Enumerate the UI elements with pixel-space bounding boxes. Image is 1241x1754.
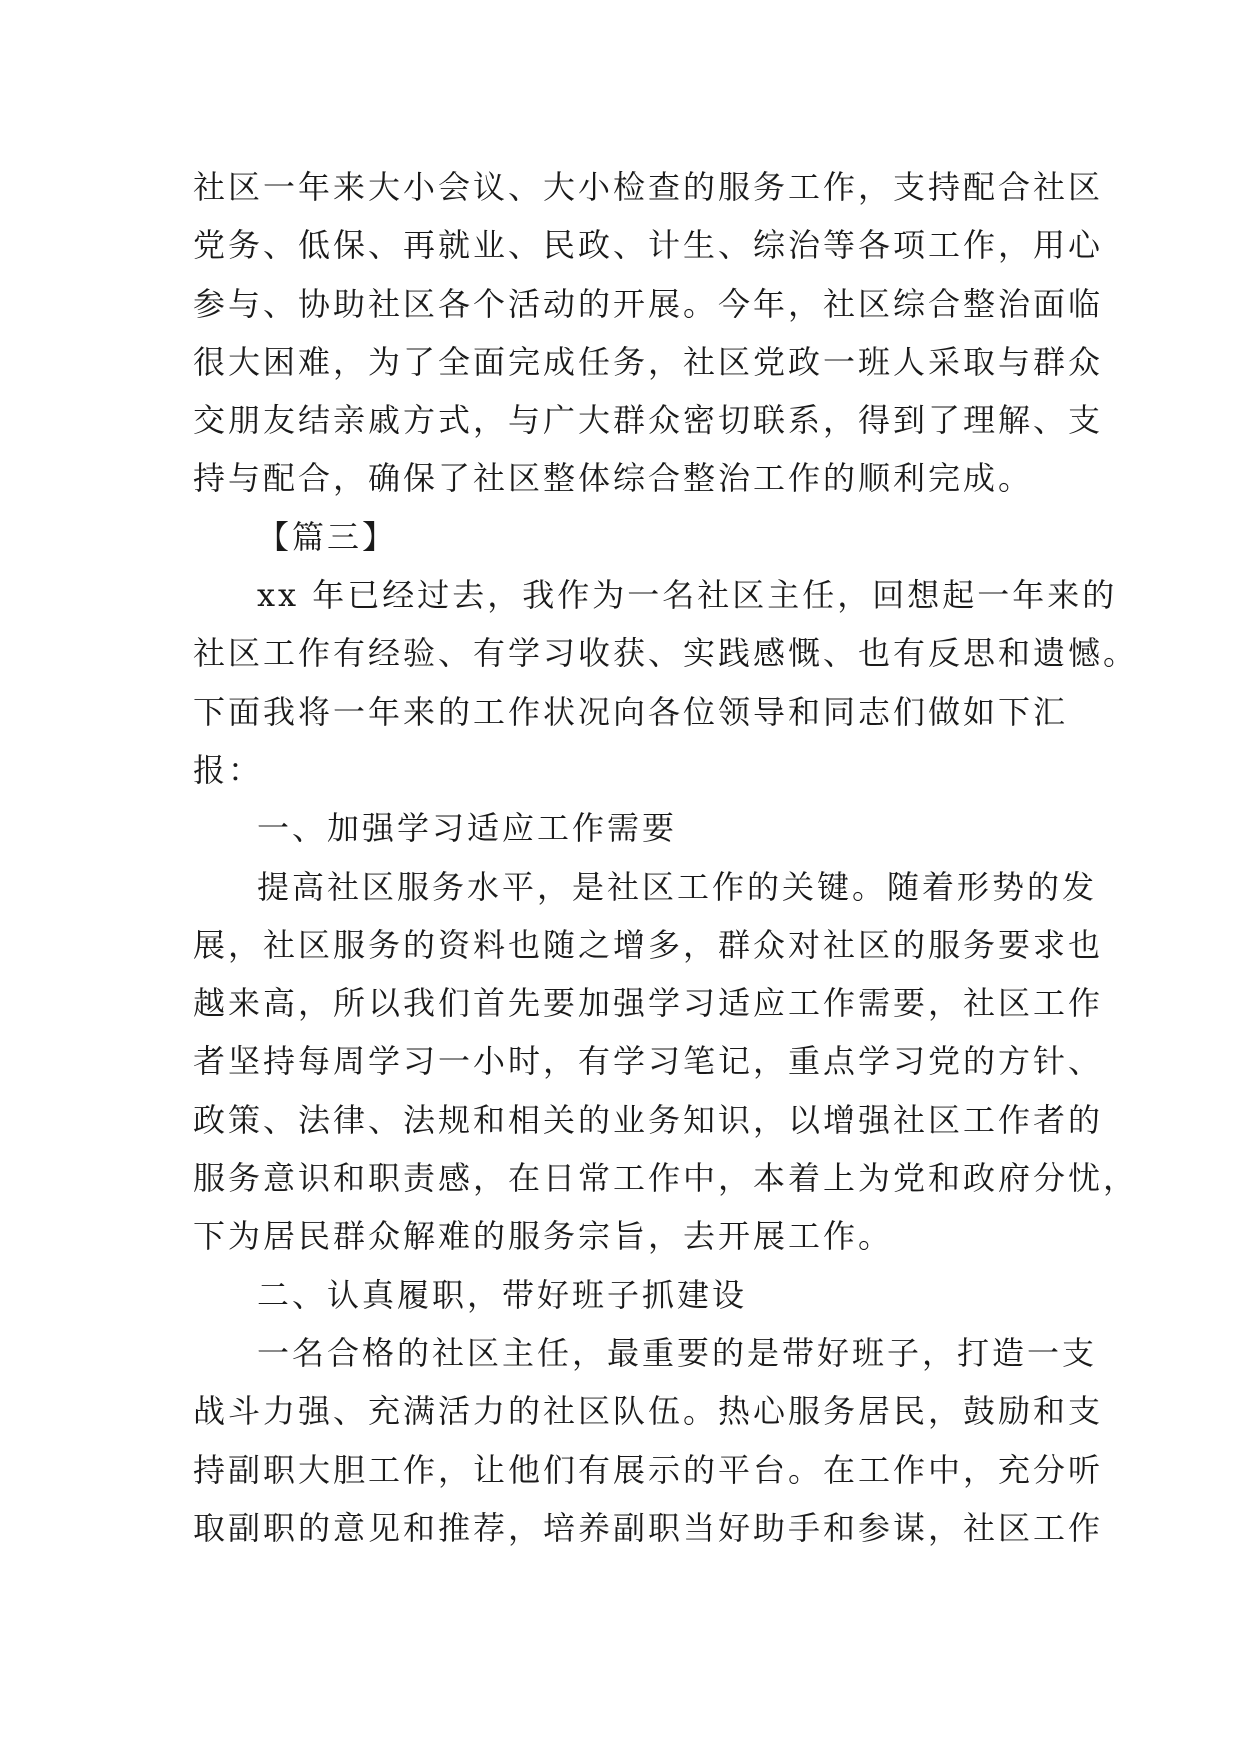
text-line: 一名合格的社区主任，最重要的是带好班子，打造一支 [257, 1333, 1098, 1372]
text-line: 提高社区服务水平，是社区工作的关键。随着形势的发 [257, 867, 1098, 906]
text-line: 持副职大胆工作，让他们有展示的平台。在工作中，充分听 [193, 1450, 1104, 1489]
text-line: 很大困难，为了全面完成任务，社区党政一班人采取与群众 [193, 342, 1104, 381]
subsection-heading: 一、加强学习适应工作需要 [257, 809, 678, 848]
text-line: xx 年已经过去，我作为一名社区主任，回想起一年来的 [257, 576, 1118, 615]
text-line: 下面我将一年来的工作状况向各位领导和同志们做如下汇 [193, 692, 1069, 731]
text-line: 下为居民群众解难的服务宗旨，去开展工作。 [193, 1217, 894, 1256]
text-line: 展，社区服务的资料也随之增多，群众对社区的服务要求也 [193, 925, 1104, 964]
text-line: 越来高，所以我们首先要加强学习适应工作需要，社区工作 [193, 984, 1104, 1023]
text-line: 者坚持每周学习一小时，有学习笔记，重点学习党的方针、 [193, 1042, 1104, 1081]
text-line: 取副职的意见和推荐，培养副职当好助手和参谋，社区工作 [193, 1508, 1104, 1547]
text-line: 政策、法律、法规和相关的业务知识，以增强社区工作者的 [193, 1100, 1104, 1139]
text-line: 服务意识和职责感，在日常工作中，本着上为党和政府分忧， [193, 1159, 1139, 1198]
text-line: 持与配合，确保了社区整体综合整治工作的顺利完成。 [193, 459, 1034, 498]
subsection-heading: 二、认真履职，带好班子抓建设 [257, 1275, 748, 1314]
text-line: 参与、协助社区各个活动的开展。今年，社区综合整治面临 [193, 284, 1104, 323]
text-line: 报： [193, 750, 264, 789]
text-line: 社区一年来大小会议、大小检查的服务工作，支持配合社区 [193, 168, 1104, 206]
document-body [193, 158, 1139, 1557]
text-line: 交朋友结亲戚方式，与广大群众密切联系，得到了理解、支 [193, 401, 1104, 440]
text-line: 社区工作有经验、有学习收获、实践感慨、也有反思和遗憾。 [193, 634, 1139, 673]
text-line: 战斗力强、充满活力的社区队伍。热心服务居民，鼓励和支 [193, 1392, 1104, 1431]
text-line: 党务、低保、再就业、民政、计生、综治等各项工作，用心 [193, 226, 1104, 265]
section-heading: 【篇三】 [257, 517, 398, 556]
